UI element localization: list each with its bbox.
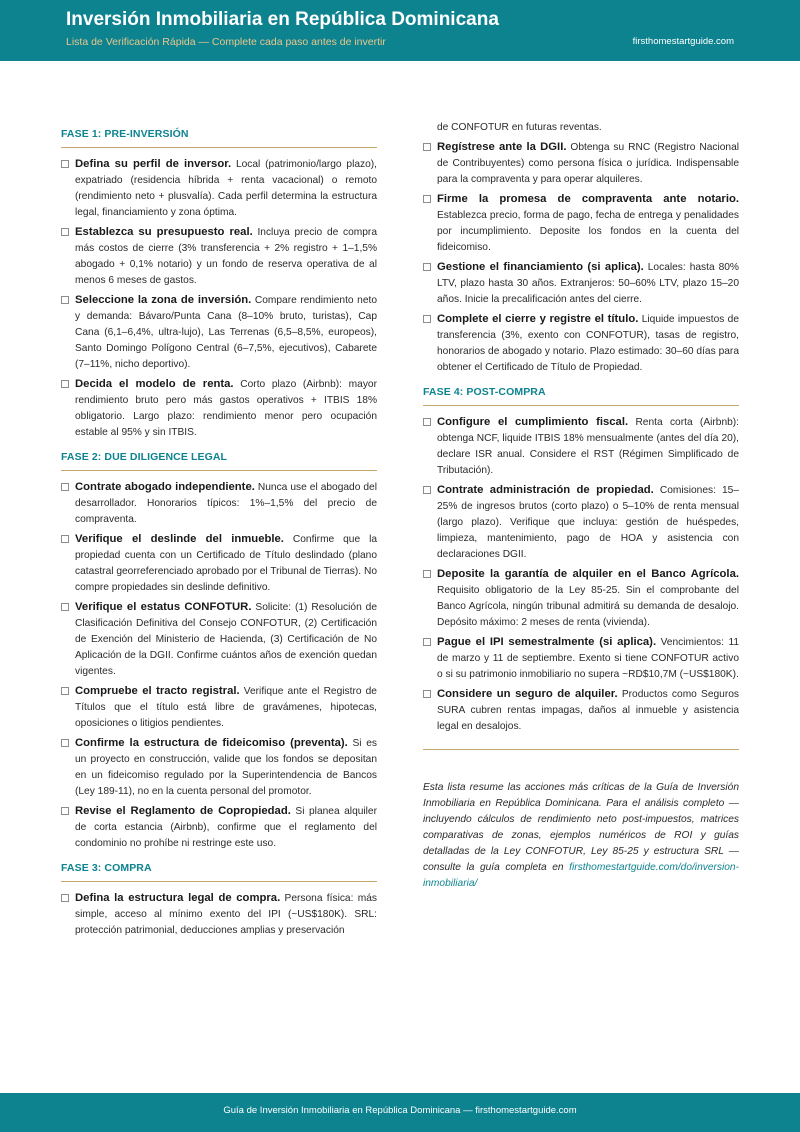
checkbox[interactable] bbox=[423, 263, 431, 271]
item-text: Vencimientos: 11 de marzo y 11 de septiembre. Exento si tiene CONFOTUR activo o si su patrimonio inmobiliario no supera ~RD$10,7M (~US$180K). bbox=[437, 637, 740, 680]
item-title: Verifique el estatus CONFOTUR. bbox=[75, 601, 252, 613]
item-title: Establezca su presupuesto real. bbox=[75, 226, 253, 238]
item-text: Renta corta (Airbnb): obtenga NCF, liquide ITBIS 18% mensualmente (antes del día 20), declare ISR anual. Considere el RST (Régimen Simplificado de Tributación). bbox=[437, 417, 739, 476]
item-text: Compare rendimiento neto y demanda: Bávaro/Punta Cana (8–10% bruto, turistas), Cap Cana (6,1–6,4%, ultra-lujo), Las Terrenas (6,5–8,5%, europeos), Santo Domingo Polígono Central (6–7,5%, ejecutivos), Cabarete (7–11%, nicho deportivo). bbox=[75, 295, 377, 370]
checkbox[interactable] bbox=[423, 690, 431, 698]
guide-link[interactable]: firsthomestartguide.com/do/inversion-inmobiliaria/ bbox=[423, 862, 739, 889]
checkbox[interactable] bbox=[423, 486, 431, 494]
phase-4-heading: FASE 4: POST-COMPRA bbox=[423, 386, 739, 406]
checklist-item bbox=[61, 683, 377, 732]
item-title: Seleccione la zona de inversión. bbox=[75, 294, 252, 306]
phase-1-heading: FASE 1: PRE-INVERSIÓN bbox=[61, 128, 377, 148]
checkbox[interactable] bbox=[61, 807, 69, 815]
note-text: Esta lista resume las acciones más críticas de la Guía de Inversión Inmobiliaria en República Dominicana. Para el análisis completo — incluyendo cálculos de rendimiento neto post-impuestos, matrices comparativas de zonas, ejemplos numéricos de ROI y guías detalladas de la Ley CONFOTUR, Ley 85-25 y estructura SRL — consulte la guía completa en bbox=[423, 782, 739, 873]
item-continuation: de CONFOTUR en futuras reventas. bbox=[437, 122, 602, 133]
item-title: Contrate administración de propiedad. bbox=[437, 484, 654, 496]
checklist-item bbox=[61, 803, 377, 852]
header-site-url: firsthomestartguide.com bbox=[632, 36, 734, 47]
item-title: Pague el IPI semestralmente (si aplica). bbox=[437, 636, 657, 648]
checkbox[interactable] bbox=[423, 418, 431, 426]
item-text: Solicite: (1) Resolución de Clasificación Definitiva del Consejo CONFOTUR, (2) Certificación de Exención del Ministerio de Hacienda, (3) Certificación de No Aplicación de la DGII. Confirme cuántos años de exención quedan vigentes. bbox=[75, 602, 377, 677]
item-title: Regístrese ante la DGII. bbox=[437, 141, 567, 153]
checkbox[interactable] bbox=[61, 296, 69, 304]
checklist-item bbox=[423, 482, 739, 563]
item-title: Deposite la garantía de alquiler en el Banco Agrícola. bbox=[437, 568, 739, 580]
page-subtitle: Lista de Verificación Rápida — Complete cada paso antes de invertir bbox=[66, 36, 386, 48]
page-title: Inversión Inmobiliaria en República Dominicana bbox=[66, 9, 499, 30]
item-text: Verifique ante el Registro de Títulos que el título está libre de gravámenes, hipotecas, oposiciones o litigios pendientes. bbox=[75, 686, 377, 729]
item-title: Verifique el deslinde del inmueble. bbox=[75, 533, 284, 545]
checklist-item bbox=[61, 890, 377, 939]
item-title: Defina su perfil de inversor. bbox=[75, 158, 232, 170]
checklist-item bbox=[423, 259, 739, 308]
closing-note bbox=[423, 780, 739, 892]
page-header bbox=[0, 0, 800, 61]
item-text: Liquide impuestos de transferencia (3%, exento con CONFOTUR), tasas de registro, honorarios de abogado y notario. Plazo estimado: 30–60 días para obtener el Certificado de Título de Propiedad. bbox=[437, 314, 740, 373]
page-footer bbox=[0, 1093, 800, 1132]
checklist-item bbox=[61, 376, 377, 441]
phase-3-heading: FASE 3: COMPRA bbox=[61, 862, 377, 882]
item-title: Firme la promesa de compraventa ante notario. bbox=[437, 193, 739, 205]
item-text: Local (patrimonio/largo plazo), expatriado (residencia híbrida + renta vacacional) o remoto (rendimiento neto + plusvalía). Cada perfil determina la estructura legal, financiamiento y zona óptima. bbox=[75, 159, 377, 218]
checkbox[interactable] bbox=[61, 160, 69, 168]
checklist-item bbox=[423, 414, 739, 479]
right-column bbox=[423, 122, 740, 892]
checkbox[interactable] bbox=[61, 228, 69, 236]
checkbox[interactable] bbox=[61, 603, 69, 611]
item-text: Si planea alquiler de corta estancia (Airbnb), confirme que el reglamento del condominio no prohíbe ni restringe este uso. bbox=[75, 806, 377, 849]
checklist-item bbox=[61, 156, 377, 221]
checkbox[interactable] bbox=[423, 143, 431, 151]
checklist-item bbox=[423, 686, 739, 735]
item-text: Corto plazo (Airbnb): mayor rendimiento bruto pero más gastos operativos + ITBIS 18% obligatorio. Largo plazo: rendimiento menor pero ocupación estable al 95% y sin ITBIS. bbox=[75, 379, 377, 438]
item-text: Persona física: más simple, acceso al mínimo exento del IPI (~US$180K). SRL: protección patrimonial, deducciones amplias y preservación bbox=[75, 893, 377, 936]
checklist-item bbox=[61, 599, 377, 680]
checkbox[interactable] bbox=[61, 535, 69, 543]
checklist-item bbox=[61, 292, 377, 373]
item-title: Complete el cierre y registre el título. bbox=[437, 313, 639, 325]
checklist-item bbox=[423, 139, 739, 188]
item-text: Nunca use el abogado del desarrollador. Honorarios típicos: 1%–1,5% del precio de compraventa. bbox=[75, 482, 377, 525]
checkbox[interactable] bbox=[423, 195, 431, 203]
checkbox[interactable] bbox=[423, 570, 431, 578]
item-text: Si es un proyecto en construcción, valide que los fondos se depositan en un fideicomiso regulado por la Superintendencia de Bancos (Ley 189-11), no en la cuenta personal del promotor. bbox=[75, 738, 377, 797]
divider bbox=[423, 749, 739, 750]
checklist-item bbox=[61, 531, 377, 596]
item-text: Incluya precio de compra más costos de cierre (3% transferencia + 2% registro + 1–1,5% abogado + 0,1% notario) y un fondo de reserva operativa de al menos 6 meses de gastos. bbox=[75, 227, 377, 286]
item-title: Confirme la estructura de fideicomiso (preventa). bbox=[75, 737, 348, 749]
item-title: Revise el Reglamento de Copropiedad. bbox=[75, 805, 291, 817]
checkbox[interactable] bbox=[61, 739, 69, 747]
item-title: Contrate abogado independiente. bbox=[75, 481, 255, 493]
checklist-item bbox=[61, 224, 377, 289]
item-title: Decida el modelo de renta. bbox=[75, 378, 234, 390]
item-text: Comisiones: 15–25% de ingresos brutos (corto plazo) o 5–10% de renta mensual (largo plazo). Verifique que incluya: gestión de huéspedes, limpieza, mantenimiento, pago de HOA y asistencia con declaraciones DGII. bbox=[437, 485, 739, 560]
checkbox[interactable] bbox=[61, 380, 69, 388]
checklist-item bbox=[61, 479, 377, 528]
item-title: Gestione el financiamiento (si aplica). bbox=[437, 261, 644, 273]
item-text: Locales: hasta 80% LTV, plazo hasta 30 años. Extranjeros: 50–60% LTV, plazo 15–20 años. Inicie la precalificación antes del cierre. bbox=[437, 262, 739, 305]
item-text: Confirme que la propiedad cuenta con un Certificado de Título deslindado (plano catastral georreferenciado aprobado por el Tribunal de Tierras). No compre propiedades sin deslinde definitivo. bbox=[75, 534, 377, 593]
checklist-item bbox=[423, 191, 739, 256]
left-column bbox=[61, 128, 377, 942]
item-text: Requisito obligatorio de la Ley 85-25. Sin el comprobante del Banco Agrícola, ningún tribunal admitirá su demanda de desalojo. Depósito máximo: 2 meses de renta (vivienda). bbox=[437, 585, 739, 628]
phase-2-heading: FASE 2: DUE DILIGENCE LEGAL bbox=[61, 451, 377, 471]
item-title: Configure el cumplimiento fiscal. bbox=[437, 416, 629, 428]
checkbox[interactable] bbox=[61, 483, 69, 491]
checkbox[interactable] bbox=[423, 638, 431, 646]
checkbox[interactable] bbox=[61, 687, 69, 695]
checklist-item bbox=[423, 311, 739, 376]
checklist-item bbox=[423, 634, 739, 683]
item-title: Defina la estructura legal de compra. bbox=[75, 892, 281, 904]
checkbox[interactable] bbox=[423, 315, 431, 323]
item-text: Productos como Seguros SURA cubren rentas impagas, daños al inmueble y asistencia legal en desalojos. bbox=[437, 689, 739, 732]
item-text: Obtenga su RNC (Registro Nacional de Contribuyentes) como persona física o jurídica. Indispensable para la compraventa y para operar alquileres. bbox=[437, 142, 739, 185]
checklist-item bbox=[423, 566, 739, 631]
footer-text: Guía de Inversión Inmobiliaria en República Dominicana — firsthomestartguide.com bbox=[223, 1105, 577, 1116]
item-text: Establezca precio, forma de pago, fecha de entrega y penalidades por incumplimiento. Deposite los fondos en la cuenta del fideicomiso. bbox=[437, 210, 739, 253]
item-title: Considere un seguro de alquiler. bbox=[437, 688, 618, 700]
checkbox[interactable] bbox=[61, 894, 69, 902]
checklist-item bbox=[61, 735, 377, 800]
item-title: Compruebe el tracto registral. bbox=[75, 685, 240, 697]
